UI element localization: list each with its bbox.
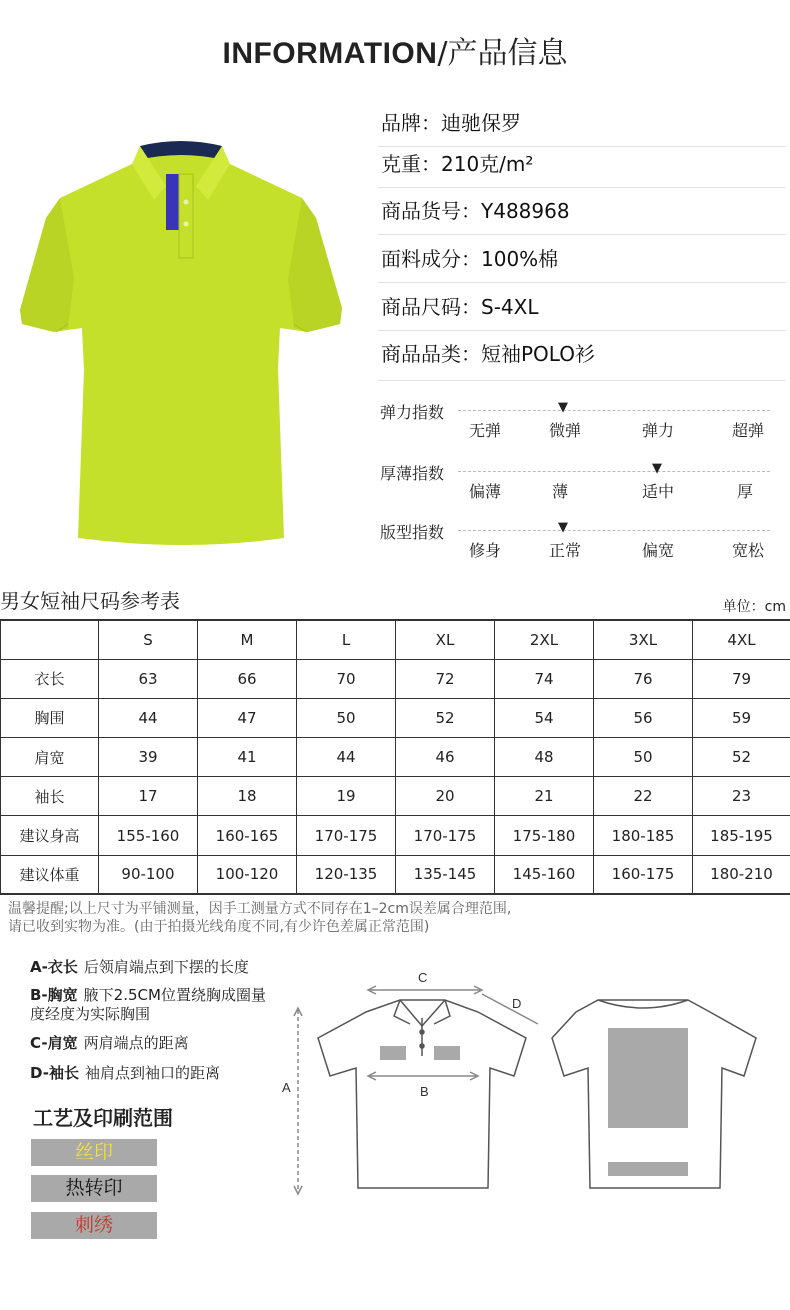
index-option: 薄	[551, 482, 568, 501]
index-option: 宽松	[731, 541, 764, 560]
table-row: 胸围 44 47 50 52 54 56 59	[1, 698, 790, 737]
index-label: 厚薄指数	[380, 464, 445, 483]
measure-chest: B-胸宽 腋下2.5CM位置绕胸成圈量度经度为实际胸围	[30, 986, 266, 1023]
thickness-index	[380, 461, 770, 521]
index-option-selected: 适中	[641, 482, 674, 501]
measure-sleeve: D-袖长 袖肩点到袖口的距离	[30, 1064, 220, 1082]
polo-shirt-image	[16, 138, 346, 550]
craft-heat-transfer: 热转印	[31, 1175, 157, 1202]
size-table-unit: 单位：cm	[722, 599, 786, 615]
craft-title: 工艺及印刷范围	[33, 1106, 173, 1130]
index-label: 弹力指数	[380, 403, 445, 422]
spec-brand: 品牌：迪驰保罗	[378, 100, 786, 147]
title-cn: /产品信息	[437, 36, 568, 71]
table-row: 袖长 17 18 19 20 21 22 23	[1, 777, 790, 816]
spec-category: 商品品类：短袖POLO衫	[381, 342, 595, 366]
index-option: 弹力	[641, 421, 674, 440]
label-c: C	[418, 970, 428, 985]
spec-size-range: 商品尺码：S-4XL	[378, 284, 786, 331]
measure-length: A-衣长 后领肩端点到下摆的长度	[30, 958, 249, 976]
index-option: 偏宽	[641, 541, 674, 560]
fit-index	[380, 520, 770, 580]
index-option-selected: 正常	[548, 541, 581, 560]
spec-material: 面料成分：100%棉	[378, 236, 786, 283]
label-b: B	[420, 1084, 429, 1099]
measurement-tip: 温馨提醒;以上尺寸为平铺测量，因手工测量方式不同存在1–2cm误差属合理范围, 请已收到实物为准。(由于拍摄光线角度不同,有少许色差属正常范围)	[8, 901, 512, 935]
page-title	[0, 28, 790, 72]
table-header-row: S M L XL 2XL 3XL 4XL	[1, 620, 790, 659]
size-table	[0, 619, 790, 895]
craft-embroidery: 刺绣	[31, 1212, 157, 1239]
spec-weight: 克重：210克/m²	[378, 141, 786, 188]
title-en: INFORMATION	[222, 37, 438, 70]
table-row: 肩宽 39 41 44 46 48 50 52	[1, 738, 790, 777]
index-option-selected: 微弹	[548, 421, 581, 440]
index-option: 修身	[468, 541, 501, 560]
selected-marker-icon: ▼	[558, 520, 568, 535]
divider	[378, 380, 786, 381]
elasticity-index	[380, 400, 770, 460]
table-row: 建议体重 90-100 100-120 120-135 135-145 145-160 160-175 180-210	[1, 855, 790, 894]
index-option: 厚	[736, 482, 753, 501]
label-a: A	[282, 1080, 291, 1095]
craft-silk-screen: 丝印	[31, 1139, 157, 1166]
index-line	[458, 530, 770, 531]
index-option: 无弹	[468, 421, 501, 440]
label-d: D	[512, 996, 522, 1011]
selected-marker-icon: ▼	[558, 400, 568, 415]
index-option: 偏薄	[468, 482, 501, 501]
index-option: 超弹	[731, 421, 764, 440]
index-line	[458, 410, 770, 411]
spec-item-number: 商品货号：Y488968	[378, 188, 786, 235]
index-line	[458, 471, 770, 472]
index-label: 版型指数	[380, 523, 445, 542]
selected-marker-icon: ▼	[652, 461, 662, 476]
measure-shoulder: C-肩宽 两肩端点的距离	[30, 1034, 189, 1052]
measurement-diagram	[270, 960, 790, 1200]
table-row: 衣长 63 66 70 72 74 76 79	[1, 659, 790, 698]
table-row: 建议身高 155-160 160-165 170-175 170-175 175-180 180-185 185-195	[1, 816, 790, 855]
size-table-title: 男女短袖尺码参考表	[0, 589, 180, 613]
